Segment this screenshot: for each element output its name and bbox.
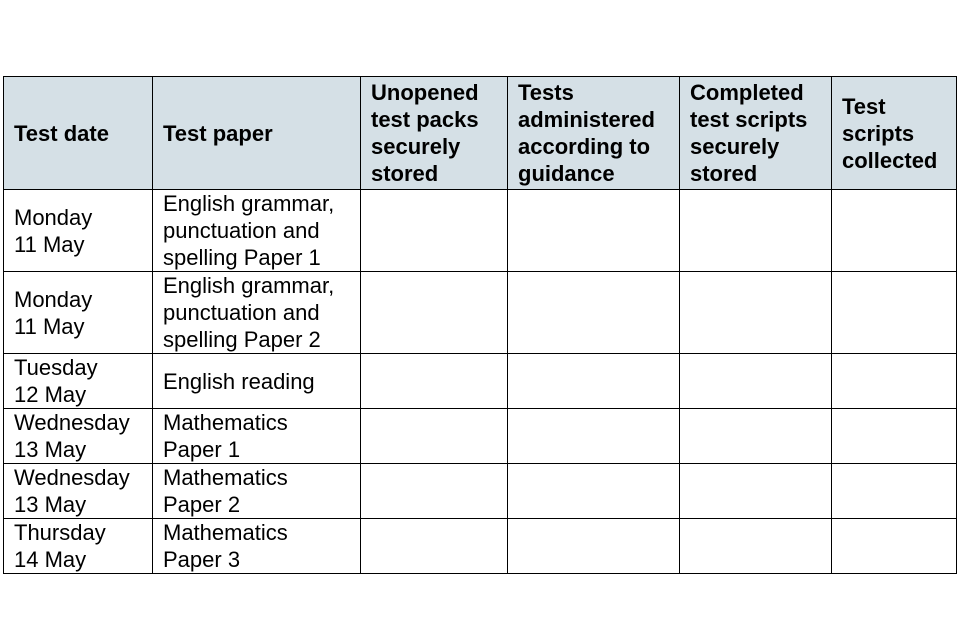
test-paper: English reading bbox=[163, 368, 315, 394]
test-date-cell bbox=[4, 519, 153, 574]
test-paper: Mathematics Paper 2 bbox=[163, 465, 288, 517]
administered-check-cell[interactable] bbox=[508, 464, 680, 519]
scripts-collected-check-cell[interactable] bbox=[832, 354, 957, 409]
test-date: Wednesday 13 May bbox=[14, 465, 130, 517]
unopened-packs-check-cell[interactable] bbox=[361, 519, 508, 574]
test-date-cell bbox=[4, 354, 153, 409]
test-date: Thursday 14 May bbox=[14, 520, 106, 572]
test-paper-cell bbox=[153, 354, 361, 409]
administered-check-cell[interactable] bbox=[508, 354, 680, 409]
test-date-cell bbox=[4, 409, 153, 464]
table-header-row bbox=[4, 77, 957, 190]
table-row bbox=[4, 190, 957, 272]
test-paper: Mathematics Paper 1 bbox=[163, 410, 288, 462]
header-scripts-collected: Test scripts collected bbox=[832, 77, 957, 190]
test-paper-cell bbox=[153, 519, 361, 574]
scripts-collected-check-cell[interactable] bbox=[832, 464, 957, 519]
test-paper-cell bbox=[153, 272, 361, 354]
table-row bbox=[4, 409, 957, 464]
unopened-packs-check-cell[interactable] bbox=[361, 272, 508, 354]
header-unopened-packs: Unopened test packs securely stored bbox=[361, 77, 508, 190]
completed-scripts-check-cell[interactable] bbox=[680, 519, 832, 574]
test-checklist-table bbox=[3, 76, 957, 574]
test-date: Tuesday 12 May bbox=[14, 355, 98, 407]
test-date: Monday 11 May bbox=[14, 204, 93, 257]
scripts-collected-check-cell[interactable] bbox=[832, 190, 957, 272]
unopened-packs-check-cell[interactable] bbox=[361, 190, 508, 272]
completed-scripts-check-cell[interactable] bbox=[680, 354, 832, 409]
test-paper: English grammar, punctuation and spelling Paper 1 bbox=[163, 191, 335, 270]
table-row bbox=[4, 272, 957, 354]
test-date-cell bbox=[4, 190, 153, 272]
completed-scripts-check-cell[interactable] bbox=[680, 464, 832, 519]
scripts-collected-check-cell[interactable] bbox=[832, 409, 957, 464]
header-test-date: Test date bbox=[4, 77, 153, 190]
test-paper-cell bbox=[153, 409, 361, 464]
completed-scripts-check-cell[interactable] bbox=[680, 190, 832, 272]
completed-scripts-check-cell[interactable] bbox=[680, 272, 832, 354]
table-row bbox=[4, 519, 957, 574]
test-date-cell bbox=[4, 272, 153, 354]
test-paper-cell bbox=[153, 190, 361, 272]
unopened-packs-check-cell[interactable] bbox=[361, 354, 508, 409]
administered-check-cell[interactable] bbox=[508, 519, 680, 574]
test-date: Monday 11 May bbox=[14, 286, 93, 339]
unopened-packs-check-cell[interactable] bbox=[361, 409, 508, 464]
table-row bbox=[4, 354, 957, 409]
test-paper: Mathematics Paper 3 bbox=[163, 520, 288, 572]
scripts-collected-check-cell[interactable] bbox=[832, 272, 957, 354]
administered-check-cell[interactable] bbox=[508, 409, 680, 464]
test-paper-cell bbox=[153, 464, 361, 519]
table-row bbox=[4, 464, 957, 519]
test-date-cell bbox=[4, 464, 153, 519]
header-test-paper: Test paper bbox=[153, 77, 361, 190]
completed-scripts-check-cell[interactable] bbox=[680, 409, 832, 464]
scripts-collected-check-cell[interactable] bbox=[832, 519, 957, 574]
test-paper: English grammar, punctuation and spelling Paper 2 bbox=[163, 273, 335, 352]
administered-check-cell[interactable] bbox=[508, 190, 680, 272]
unopened-packs-check-cell[interactable] bbox=[361, 464, 508, 519]
test-date: Wednesday 13 May bbox=[14, 410, 130, 462]
header-completed-scripts: Completed test scripts securely stored bbox=[680, 77, 832, 190]
administered-check-cell[interactable] bbox=[508, 272, 680, 354]
header-tests-administered: Tests administered according to guidance bbox=[508, 77, 680, 190]
test-schedule-sheet bbox=[3, 76, 957, 574]
